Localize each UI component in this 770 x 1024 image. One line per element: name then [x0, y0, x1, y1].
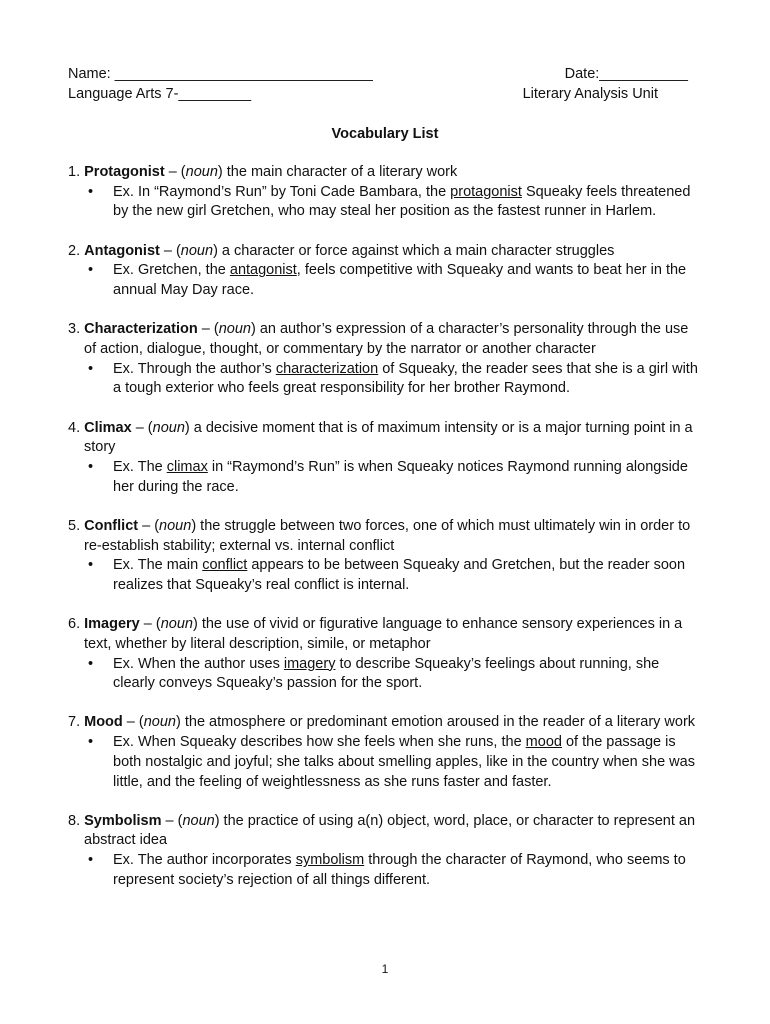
definition-line: [68, 320, 698, 359]
vocab-entry: [68, 812, 698, 891]
bullet-icon: •: [88, 852, 94, 869]
definition-line: [68, 419, 698, 458]
entry-number: 4.: [68, 419, 81, 436]
entry-number: 6.: [68, 616, 81, 633]
definition-text: ) the practice of using a(n) object, word, place, or character to represent an abstract idea: [84, 812, 696, 849]
dash: – (: [138, 517, 160, 534]
part-of-speech: noun: [180, 242, 214, 259]
page-number: 1: [381, 962, 389, 976]
bullet-icon: •: [88, 557, 94, 574]
example-keyword: imagery: [283, 655, 336, 672]
example-text: , feels competitive with Squeaky and wants to beat her in the annual May Day race.: [113, 262, 687, 299]
example-line: [68, 261, 698, 300]
part-of-speech: noun: [185, 164, 218, 180]
entry-number: 2.: [68, 242, 81, 259]
dash: – (: [139, 616, 161, 633]
unit-label: Literary Analysis Unit: [522, 86, 658, 102]
example-keyword: antagonist: [229, 262, 297, 279]
date-field: Date:___________: [564, 66, 688, 82]
example-text: of the passage is both nostalgic and joyful; she talks about smelling apples, like in the country when she was little, and the feeling of weightlessness as she runs faster and faster.: [113, 734, 695, 790]
page-title: Vocabulary List: [331, 126, 439, 142]
entry-number: 1.: [68, 164, 81, 180]
example-text: Ex. Through the author’s: [113, 360, 276, 377]
definition-text: ) an author’s expression of a character’s personality through the use of action, dialogue, thought, or commentary by the narrator or another character: [84, 321, 689, 357]
definition-text: ) the main character of a literary work: [217, 164, 458, 180]
term: Symbolism: [84, 812, 162, 829]
example-text: Ex. The: [113, 458, 167, 475]
definition-text: ) a character or force against which a main character struggles: [213, 242, 615, 259]
name-field: Name: ________________________________: [68, 66, 373, 82]
example-text: Ex. When the author uses: [113, 655, 284, 672]
term: Characterization: [84, 321, 198, 338]
example-text: to describe Squeaky’s feelings about running, she clearly conveys Squeaky’s passion for the sport.: [113, 655, 660, 692]
example-line: [68, 655, 698, 694]
example-keyword: protagonist: [450, 183, 522, 200]
term: Protagonist: [84, 164, 165, 180]
header-row-2: [68, 84, 658, 104]
bullet-icon: •: [88, 262, 94, 279]
example-line: [68, 733, 698, 792]
example-text: Ex. Gretchen, the: [113, 262, 230, 279]
part-of-speech: noun: [143, 714, 176, 731]
vocab-entry: [68, 419, 698, 498]
definition-text: ) the atmosphere or predominant emotion aroused in the reader of a literary work: [176, 714, 696, 731]
entry-number: 8.: [68, 812, 81, 829]
example-text: appears to be between Squeaky and Gretchen, but the reader soon realizes that Squeaky’s real conflict is internal.: [113, 557, 686, 593]
bullet-icon: •: [88, 458, 94, 475]
example-text: through the character of Raymond, who seems to represent society’s rejection of all things different.: [113, 852, 686, 888]
example-line: [68, 183, 698, 222]
definition-line: [68, 517, 698, 556]
dash: – (: [164, 164, 186, 180]
term: Antagonist: [84, 242, 160, 259]
example-keyword: characterization: [275, 360, 379, 377]
example-keyword: symbolism: [295, 852, 365, 869]
vocab-entry: [68, 320, 698, 399]
part-of-speech: noun: [152, 419, 185, 436]
example-text: Ex. The author incorporates: [113, 852, 296, 869]
term: Conflict: [84, 517, 139, 534]
term: Imagery: [84, 616, 140, 633]
vocab-entry: [68, 517, 698, 596]
part-of-speech: noun: [159, 517, 192, 534]
bullet-icon: •: [88, 734, 94, 751]
definition-text: ) a decisive moment that is of maximum intensity or is a major turning point in a story: [84, 419, 693, 456]
part-of-speech: noun: [218, 321, 251, 338]
term: Mood: [84, 714, 123, 731]
dash: – (: [131, 419, 153, 436]
dash: – (: [197, 321, 219, 338]
class-field: Language Arts 7-_________: [68, 86, 252, 102]
vocab-entry: [68, 163, 698, 222]
entry-number: 3.: [68, 321, 81, 338]
bullet-icon: •: [88, 183, 94, 200]
example-text: in “Raymond’s Run” is when Squeaky notices Raymond running alongside her during the race.: [113, 458, 688, 495]
vocab-entry: [68, 242, 698, 301]
part-of-speech: noun: [160, 616, 193, 633]
example-text: of Squeaky, the reader sees that she is a girl with a tough exterior who feels great responsibility for her brother Raymond.: [113, 360, 698, 397]
definition-line: [68, 163, 698, 183]
example-line: [68, 556, 698, 595]
entry-number: 7.: [68, 714, 81, 731]
bullet-icon: •: [88, 360, 94, 377]
vocab-entry: [68, 713, 698, 792]
bullet-icon: •: [88, 655, 94, 672]
definition-line: [68, 812, 698, 851]
definition-text: ) the use of vivid or figurative language to enhance sensory experiences in a text, whether by literal description, simile, or metaphor: [84, 616, 683, 652]
example-text: Squeaky feels threatened by the new girl Gretchen, who may steal her position as the fastest runner in Harlem.: [113, 183, 691, 220]
term: Climax: [84, 419, 132, 436]
dash: – (: [122, 714, 144, 731]
part-of-speech: noun: [182, 812, 215, 829]
vocabulary-list: [68, 163, 698, 910]
definition-text: ) the struggle between two forces, one of which must ultimately win in order to re-establish stability; external vs. internal conflict: [84, 517, 691, 554]
definition-line: [68, 242, 698, 262]
example-text: Ex. The main: [113, 557, 203, 574]
example-keyword: climax: [166, 458, 208, 475]
entry-number: 5.: [68, 517, 81, 534]
dash: – (: [161, 812, 183, 829]
example-keyword: conflict: [202, 557, 248, 574]
definition-line: [68, 615, 698, 654]
definition-line: [68, 713, 698, 733]
example-line: [68, 458, 698, 497]
vocab-entry: [68, 615, 698, 694]
example-line: [68, 851, 698, 890]
example-line: [68, 360, 698, 399]
example-keyword: mood: [525, 734, 562, 751]
example-text: Ex. In “Raymond’s Run” by Toni Cade Bambara, the: [113, 183, 451, 200]
dash: – (: [159, 242, 181, 259]
example-text: Ex. When Squeaky describes how she feels when she runs, the: [113, 734, 526, 751]
header-row-1: [68, 64, 688, 84]
